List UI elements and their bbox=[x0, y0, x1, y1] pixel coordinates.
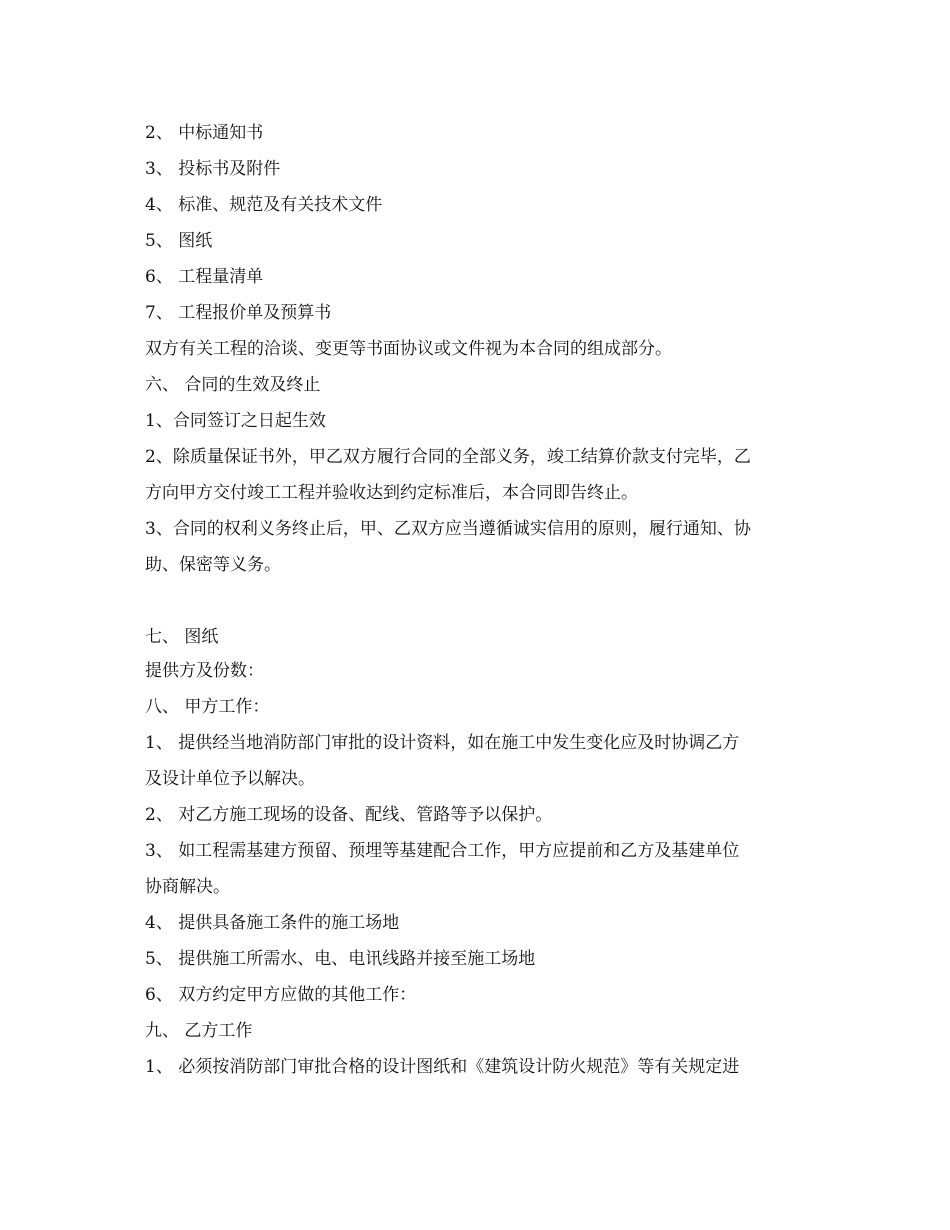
list-item: 2、除质量保证书外，甲乙双方履行合同的全部义务，竣工结算价款支付完毕，乙 bbox=[145, 447, 751, 467]
paragraph: 双方有关工程的洽谈、变更等书面协议或文件视为本合同的组成部分。 bbox=[145, 339, 672, 359]
list-item: 1、 提供经当地消防部门审批的设计资料，如在施工中发生变化应及时协调乙方 bbox=[145, 733, 740, 753]
list-item: 3、合同的权利义务终止后，甲、乙双方应当遵循诚实信用的原则，履行通知、协 bbox=[145, 519, 751, 539]
list-item: 4、 标准、规范及有关技术文件 bbox=[145, 195, 383, 215]
list-item: 6、 工程量清单 bbox=[145, 267, 264, 287]
list-item: 1、 必须按消防部门审批合格的设计图纸和《建筑设计防火规范》等有关规定进 bbox=[145, 1057, 740, 1077]
section-heading: 六、 合同的生效及终止 bbox=[145, 375, 321, 395]
list-item: 5、 图纸 bbox=[145, 231, 213, 251]
list-item: 2、 中标通知书 bbox=[145, 123, 264, 143]
list-item-continuation: 助、保密等义务。 bbox=[145, 555, 281, 575]
section-heading: 八、 甲方工作： bbox=[145, 697, 270, 717]
list-item-continuation: 协商解决。 bbox=[145, 877, 230, 897]
list-item: 5、 提供施工所需水、电、电讯线路并接至施工场地 bbox=[145, 949, 536, 969]
list-item: 3、 如工程需基建方预留、预埋等基建配合工作，甲方应提前和乙方及基建单位 bbox=[145, 841, 740, 861]
list-item: 6、 双方约定甲方应做的其他工作： bbox=[145, 985, 417, 1005]
paragraph: 提供方及份数： bbox=[145, 661, 264, 681]
list-item: 3、 投标书及附件 bbox=[145, 159, 281, 179]
section-heading: 九、 乙方工作 bbox=[145, 1021, 253, 1041]
blank-line bbox=[145, 583, 825, 619]
list-item-continuation: 方向甲方交付竣工工程并验收达到约定标准后，本合同即告终止。 bbox=[145, 483, 638, 503]
list-item: 2、 对乙方施工现场的设备、配线、管路等予以保护。 bbox=[145, 805, 553, 825]
list-item: 1、合同签订之日起生效 bbox=[145, 411, 326, 431]
list-item: 4、 提供具备施工条件的施工场地 bbox=[145, 913, 400, 933]
section-heading: 七、 图纸 bbox=[145, 627, 219, 647]
list-item-continuation: 及设计单位予以解决。 bbox=[145, 769, 315, 789]
list-item: 7、 工程报价单及预算书 bbox=[145, 303, 332, 323]
document-body bbox=[145, 115, 825, 1085]
